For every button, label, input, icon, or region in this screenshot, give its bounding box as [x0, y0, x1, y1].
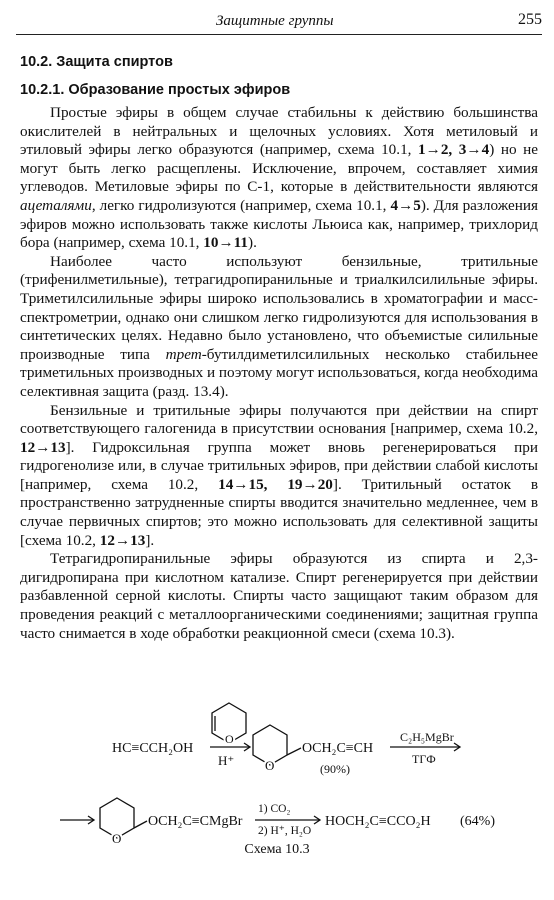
p3-text: Бензильные и тритильные эфиры получаются при действии на спирт соответствующего галогенида в присутствии основания [например, схема 10.2, — [20, 401, 538, 438]
p1-text: Простые эфиры в общем случае стабильны к действию большинства окислителей в нейтральных и щелочных условиях. Хотя метиловый и этиловый эфиры легко образуются (например, схема 10.1, — [20, 104, 538, 159]
yield-2: (64%) — [460, 814, 495, 829]
p3-text: ]. Тритильный остаток в пространственно затрудненные спирты вводится значительно медленнее, чем в случае первичных спиртов; это можно использовать для селективной защиты [схема 10.2, — [20, 475, 539, 549]
body-text — [20, 104, 538, 643]
p2-text: -бутилдиметилсилильных несколько стабильнее триметильных производных и поэтому могут использоваться, когда необходима селективная защита (разд. 13.4). — [20, 345, 538, 400]
scheme-caption: Схема 10.3 — [244, 842, 310, 857]
yield-1: (90%) — [320, 762, 350, 776]
paragraph-1 — [20, 104, 538, 253]
italic-term: трет — [165, 345, 202, 363]
page-number: 255 — [518, 11, 542, 28]
dihydropyran-ring — [212, 703, 246, 743]
thp-ring-2 — [100, 798, 134, 838]
paragraph-3 — [20, 402, 538, 551]
paragraph-4: Тетрагидропиранильные эфиры образуются из спирта и 2,3-дигидропирана при кислотном катализе. Спирт регенерируется при действии разбавленной серной кислоты. Спирты часто защищают таким образом для проведения реакций с металлоорганическими соединениями; защитная группа часто снимается в ходе обработки реакционной смеси (схема 10.3). — [20, 550, 538, 642]
solvent-label: ТГФ — [412, 752, 436, 766]
subsection-title: 10.2.1. Образование простых эфиров — [20, 82, 291, 98]
thp-ring-2-o-label: O — [112, 831, 122, 846]
step-1-label: 1) CO₂ — [258, 803, 291, 815]
compound-ref: 12→13 — [20, 438, 66, 456]
p1-text: ) но не могут быть легко расщеплены. Исключение, впрочем, составляет химия углеводов. Метиловые эфиры по С-1, которые в действительности являются — [20, 141, 539, 196]
intermediate-substituent: OCH₂C≡CH — [302, 741, 374, 756]
compound-ref: 1→2, 3→4 — [418, 141, 490, 159]
p1-text: ). — [248, 234, 257, 252]
grignard-reagent-label: C₂H₅MgBr — [400, 730, 454, 744]
italic-term: ацеталями — [20, 196, 92, 214]
compound-ref: 10→11 — [203, 234, 249, 252]
thp-ring-1 — [253, 725, 287, 765]
compound-ref: 4→5 — [390, 196, 421, 214]
dihydropyran-o-label: O — [225, 732, 234, 746]
section-title: 10.2. Защита спиртов — [20, 54, 173, 70]
reactant: HC≡CCH₂OH — [112, 741, 194, 756]
thp-ring-1-o-label: O — [265, 758, 275, 773]
catalyst-label: H⁺ — [218, 753, 235, 768]
page-header — [16, 10, 542, 35]
p2-text: Наиболее часто используют бензильные, тритильные (трифенилметильные), тетрагидропиранильные и триалкилсилильные эфиры. Триметилсилильные эфиры широко использовались в хроматографии и масс-спектрометрии, однако они слишком легко гидролизуются для использования в синтетических целях. Недавно было установлено, что объемистые силильные производные типа — [20, 252, 538, 363]
grignard-substituent: OCH₂C≡CMgBr — [148, 814, 243, 829]
p1-text: , легко гидролизуются (например, схема 10.1, — [91, 196, 391, 214]
running-title: Защитные группы — [216, 13, 334, 29]
product: HOCH₂C≡CCO₂H — [325, 814, 431, 829]
paragraph-2 — [20, 253, 538, 402]
p1-text: ). Для разложения эфиров можно использовать также кислоты Льюиса как, например, трихлорид бора (например, схема 10.1, — [20, 196, 538, 252]
compound-ref: 14→15, 19→20 — [218, 475, 333, 493]
p3-text: ]. Гидроксильная группа может вновь регенерироваться при гидрогенолизе или, в случае тритильных эфиров, при действии слабой кислоты [например, схема 10.2, — [20, 438, 538, 493]
compound-ref: 12→13 — [99, 531, 146, 549]
step-2-label: 2) H⁺, H₂O — [258, 825, 312, 837]
p3-text: ]. — [145, 531, 155, 549]
